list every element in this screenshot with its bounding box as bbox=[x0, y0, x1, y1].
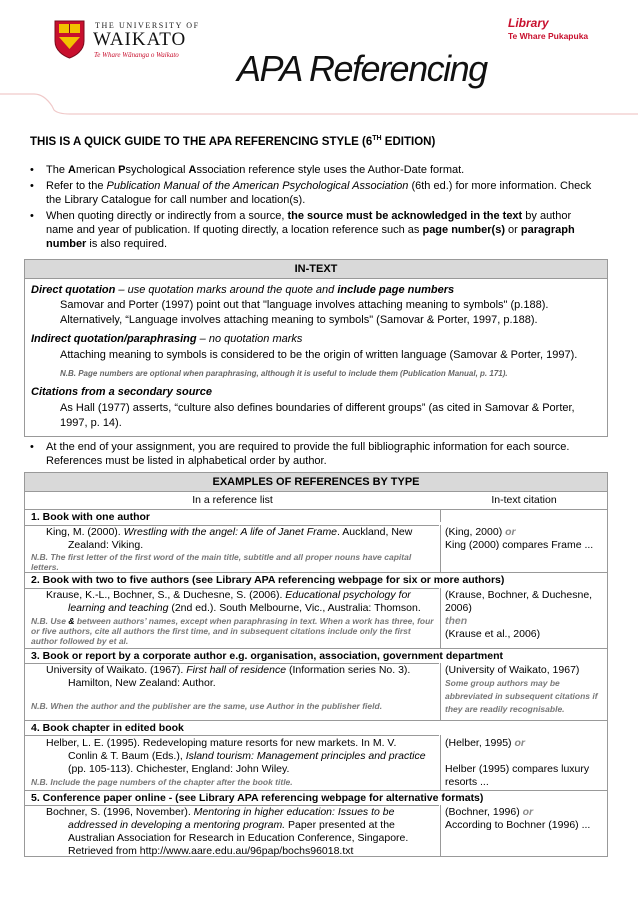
bullet-bibliography: • At the end of your assignment, you are required to provide the full bibliographic information for each source. References must be listed in alphabetical order by author. bbox=[30, 440, 595, 468]
examples-table bbox=[24, 472, 608, 857]
row-2-note: N.B. Use & between authors’ names, except when paraphrasing in text. When a work has three, four or five authors, cite all authors the first time, and in subsequent citations include only the first author followed by et al. bbox=[31, 616, 434, 646]
row-3-reference: University of Waikato. (1967). First hall of residence (Information series No. 3). Hamilton, New Zealand: Author. bbox=[46, 664, 411, 689]
university-label: THE UNIVERSITY OF bbox=[95, 21, 200, 30]
row-1-citation: (King, 2000) or King (2000) compares Frame ... bbox=[445, 526, 594, 551]
header-divider-swoosh bbox=[0, 80, 638, 120]
secondary-example-1: As Hall (1977) asserts, “culture also defines boundaries of different groups” (as cited in Samovar & Porter, bbox=[60, 402, 575, 414]
secondary-example-2: 1997, p. 14). bbox=[60, 417, 122, 429]
examples-band: EXAMPLES OF REFERENCES BY TYPE bbox=[25, 473, 607, 492]
column-header-reference-list: In a reference list bbox=[192, 494, 273, 506]
row-4-citation: (Helber, 1995) or Helber (1995) compares luxury resorts ... bbox=[445, 737, 590, 788]
university-crest-logo bbox=[53, 19, 86, 59]
row-2-citation: (Krause, Bochner, & Duchesne, 2006) then (Krause et al., 2006) bbox=[445, 589, 593, 640]
row-3-citation: (University of Waikato, 1967) Some group authors may be abbreviated in subsequent citations if they are readily recognisable. bbox=[445, 664, 598, 714]
column-header-intext-citation: In-text citation bbox=[491, 494, 557, 506]
row-2-reference: Krause, K.-L., Bochner, S., & Duchesne, S. (2006). Educational psychology for learning and teaching (2nd ed.). South Melbourne, Vic., Australia: Thomson. bbox=[46, 589, 421, 614]
library-logo-text: Library bbox=[508, 16, 549, 30]
row-3-citation-note: Some group authors may be abbreviated in subsequent citations if they are readily recognisable. bbox=[445, 678, 598, 714]
indirect-example: Attaching meaning to symbols is considered to be the origin of written language (Samovar & Porter, 1997). bbox=[60, 349, 578, 361]
intext-band: IN-TEXT bbox=[25, 260, 607, 279]
end-bullets bbox=[30, 440, 595, 470]
university-name: WAIKATO bbox=[93, 29, 187, 50]
guide-heading: THIS IS A QUICK GUIDE TO THE APA REFERENCING STYLE (6TH EDITION) bbox=[30, 135, 436, 148]
row-4-reference: Helber, L. E. (1995). Redeveloping mature resorts for new markets. In M. V. Conlin & T. Baum (Eds.), Island tourism: Management principles and practice (pp. 105-113). Chichester, England: John Wiley. bbox=[46, 737, 426, 775]
row-3-heading: 3. Book or report by a corporate author e.g. organisation, association, government department bbox=[31, 650, 504, 662]
row-1-heading: 1. Book with one author bbox=[31, 511, 151, 523]
bullet-apa-definition: • The American Psychological Association reference style uses the Author-Date format. bbox=[30, 163, 595, 177]
indirect-quotation-heading: Indirect quotation/paraphrasing – no quotation marks bbox=[31, 333, 303, 345]
library-subtitle: Te Whare Pukapuka bbox=[508, 31, 589, 41]
intro-bullets bbox=[30, 163, 595, 253]
row-5-citation: (Bochner, 1996) or According to Bochner (1996) ... bbox=[445, 806, 591, 831]
row-4-note: N.B. Include the page numbers of the chapter after the book title. bbox=[31, 777, 293, 787]
row-1-note: N.B. The first letter of the first word of the main title, subtitle and all proper nouns have capital letters. bbox=[31, 552, 412, 572]
bullet-manual-reference: • Refer to the Publication Manual of the American Psychological Association (6th ed.) for more information. Check the Library Catalogue for call number and location(s). bbox=[30, 179, 595, 207]
direct-quotation-heading: Direct quotation – use quotation marks around the quote and include page numbers bbox=[31, 284, 455, 296]
intext-section bbox=[24, 259, 608, 437]
direct-example-2: Alternatively, “Language involves attaching meaning to symbols" (Samovar & Porter, 1997, p.188). bbox=[60, 314, 538, 326]
row-5-heading: 5. Conference paper online - (see Library APA referencing webpage for alternative formats) bbox=[31, 792, 484, 804]
row-1-reference: King, M. (2000). Wrestling with the angel: A life of Janet Frame. Auckland, New Zealand: Viking. bbox=[46, 526, 413, 551]
row-5-reference: Bochner, S. (1996, November). Mentoring in higher education: Issues to be addressed in developing a mentoring program. Paper presented at the Australian Association for Research in Education Conference, Singapore. Retrieved from http://www.aare.edu.au/96pap/bochs96018.txt bbox=[46, 806, 409, 857]
row-4-heading: 4. Book chapter in edited book bbox=[31, 722, 184, 734]
university-tagline: Te Whare Wānanga o Waikato bbox=[94, 51, 179, 59]
bullet-acknowledge-source: • When quoting directly or indirectly from a source, the source must be acknowledged in the text by author name and year of publication. If quoting directly, a location reference such as page number(s) or paragraph number is also required. bbox=[30, 209, 595, 251]
paraphrase-note: N.B. Page numbers are optional when paraphrasing, although it is useful to include them (Publication Manual, p. 171). bbox=[60, 369, 508, 378]
row-3-note: N.B. When the author and the publisher are the same, use Author in the publisher field. bbox=[31, 701, 383, 711]
direct-example-1: Samovar and Porter (1997) point out that "language involves attaching meaning to symbols" (p.188). bbox=[60, 299, 549, 311]
page-title: APA Referencing bbox=[237, 48, 487, 89]
secondary-source-heading: Citations from a secondary source bbox=[31, 386, 212, 398]
row-2-heading: 2. Book with two to five authors (see Library APA referencing webpage for six or more authors) bbox=[31, 574, 505, 586]
